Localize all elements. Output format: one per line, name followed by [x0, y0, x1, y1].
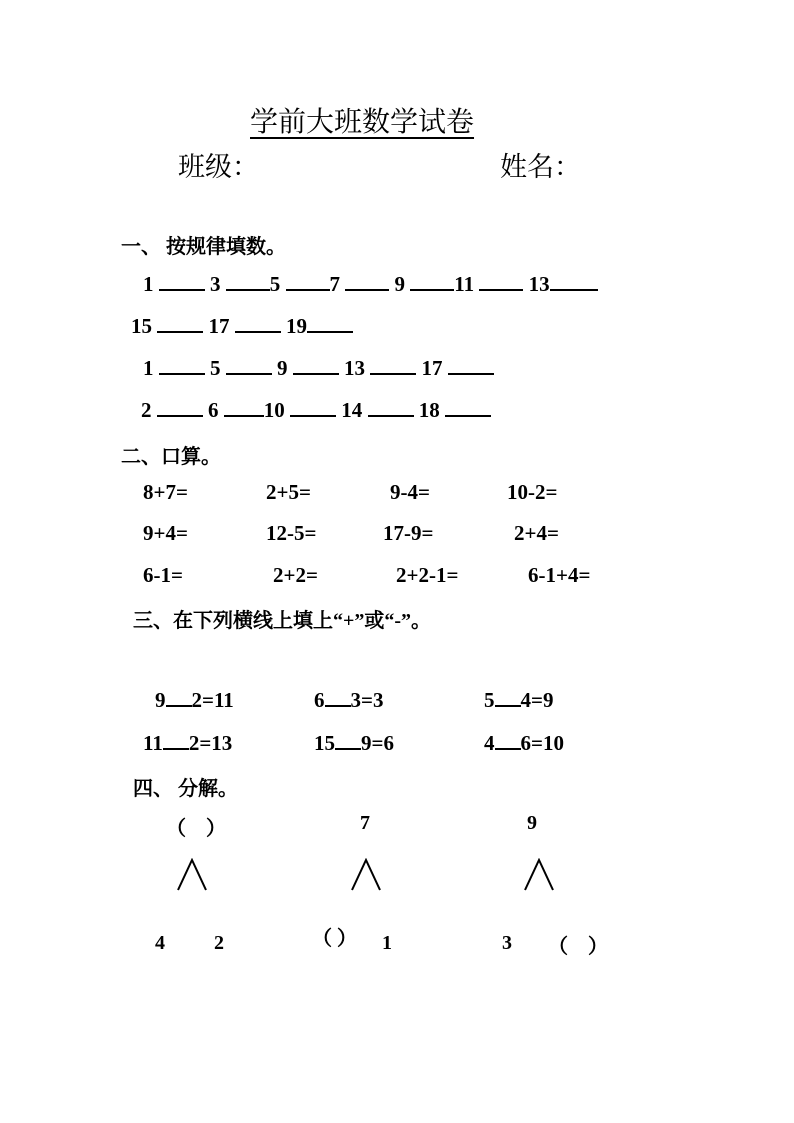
- operand: 9=6: [361, 731, 394, 755]
- sign-blank[interactable]: [495, 730, 521, 750]
- answer-blank[interactable]: [157, 397, 203, 417]
- answer-blank[interactable]: [368, 397, 414, 417]
- operand: 2=11: [191, 688, 234, 712]
- answer-blank[interactable]: [370, 355, 416, 375]
- operand: 3=3: [350, 688, 384, 712]
- page-title: 学前大班数学试卷: [250, 107, 475, 138]
- operand: 15: [314, 731, 335, 755]
- seq-number: 1: [143, 272, 154, 296]
- seq-number: 13: [528, 272, 550, 296]
- calc-item: 6-1+4=: [528, 563, 591, 587]
- operand: 9: [155, 688, 166, 712]
- sign-blank[interactable]: [335, 730, 361, 750]
- calc-item: 2+2-1=: [396, 563, 459, 587]
- seq-number: 6: [208, 398, 219, 422]
- sequence-row-2: [131, 313, 353, 339]
- answer-blank[interactable]: [235, 313, 281, 333]
- answer-blank[interactable]: [224, 397, 264, 417]
- calc-item: 6-1=: [143, 563, 183, 587]
- seq-number: 15: [131, 314, 152, 338]
- calc-item: 2+5=: [266, 480, 311, 504]
- section-3-heading: 三、在下列横线上填上“+”或“-”。: [133, 610, 432, 632]
- seq-number: 17: [208, 314, 230, 338]
- sequence-row-1: [143, 271, 598, 297]
- calc-item: 8+7=: [143, 480, 188, 504]
- seq-number: 3: [210, 272, 221, 296]
- sign-blank[interactable]: [325, 687, 351, 707]
- seq-number: 2: [141, 398, 152, 422]
- answer-blank[interactable]: [159, 355, 205, 375]
- operand: 11: [143, 731, 163, 755]
- seq-number: 17: [421, 356, 443, 380]
- seq-number: 7: [329, 272, 340, 296]
- seq-number: 5: [269, 272, 281, 296]
- answer-blank[interactable]: [157, 313, 203, 333]
- seq-number: 9: [394, 272, 405, 296]
- decompose-bottom: 1: [382, 932, 392, 954]
- answer-blank[interactable]: [550, 271, 598, 291]
- decompose-top-blank[interactable]: （ ）: [166, 818, 226, 840]
- answer-blank[interactable]: [345, 271, 389, 291]
- sign-blank[interactable]: [163, 730, 189, 750]
- seq-number: 19: [286, 314, 307, 338]
- operand: 4: [484, 731, 495, 755]
- operand: 6=10: [520, 731, 564, 755]
- fill-sign-item: [314, 730, 394, 756]
- decompose-top: 7: [360, 812, 370, 834]
- decompose-bottom: 2: [214, 932, 224, 954]
- answer-blank[interactable]: [159, 271, 205, 291]
- class-label: 班级：: [178, 152, 259, 182]
- sequence-row-3: [143, 355, 494, 381]
- section-1-heading: 一、 按规律填数。: [121, 236, 286, 258]
- calc-item: 2+4=: [514, 521, 559, 545]
- branch-icon: [176, 858, 208, 892]
- calc-item: 2+2=: [273, 563, 318, 587]
- decompose-top: 9: [527, 812, 537, 834]
- seq-number: 14: [341, 398, 363, 422]
- answer-blank[interactable]: [479, 271, 523, 291]
- operand: 4=9: [520, 688, 554, 712]
- decompose-bottom: 4: [155, 932, 165, 954]
- name-label: 姓名：: [500, 152, 581, 182]
- answer-blank[interactable]: [445, 397, 491, 417]
- answer-blank[interactable]: [410, 271, 454, 291]
- sign-blank[interactable]: [495, 687, 521, 707]
- calc-item: 17-9=: [383, 521, 434, 545]
- answer-blank[interactable]: [448, 355, 494, 375]
- answer-blank[interactable]: [226, 271, 270, 291]
- decompose-bottom: 3: [502, 932, 512, 954]
- fill-sign-item: [143, 730, 232, 756]
- answer-blank[interactable]: [286, 271, 330, 291]
- fill-sign-item: [155, 687, 234, 713]
- calc-item: 10-2=: [507, 480, 558, 504]
- section-4-heading: 四、 分解。: [133, 778, 238, 800]
- seq-number: 18: [418, 398, 440, 422]
- operand: 6: [314, 688, 325, 712]
- seq-number: 11: [454, 272, 475, 296]
- decompose-bottom-blank[interactable]: （ ）: [548, 936, 608, 958]
- section-2-heading: 二、口算。: [121, 446, 221, 468]
- answer-blank[interactable]: [290, 397, 336, 417]
- branch-icon: [350, 858, 382, 892]
- fill-sign-item: [484, 687, 553, 713]
- operand: 2=13: [188, 731, 233, 755]
- branch-icon: [523, 858, 555, 892]
- seq-number: 9: [277, 356, 288, 380]
- seq-number: 10: [263, 398, 285, 422]
- fill-sign-item: [484, 730, 564, 756]
- seq-number: 13: [344, 356, 365, 380]
- answer-blank[interactable]: [307, 313, 353, 333]
- sequence-row-4: [141, 397, 491, 423]
- answer-blank[interactable]: [226, 355, 272, 375]
- calc-item: 9+4=: [143, 521, 188, 545]
- seq-number: 5: [210, 356, 221, 380]
- seq-number: 1: [143, 356, 154, 380]
- decompose-bottom-blank[interactable]: （ ）: [312, 928, 357, 950]
- answer-blank[interactable]: [293, 355, 339, 375]
- calc-item: 9-4=: [390, 480, 430, 504]
- operand: 5: [484, 688, 495, 712]
- fill-sign-item: [314, 687, 383, 713]
- calc-item: 12-5=: [266, 521, 317, 545]
- sign-blank[interactable]: [166, 687, 192, 707]
